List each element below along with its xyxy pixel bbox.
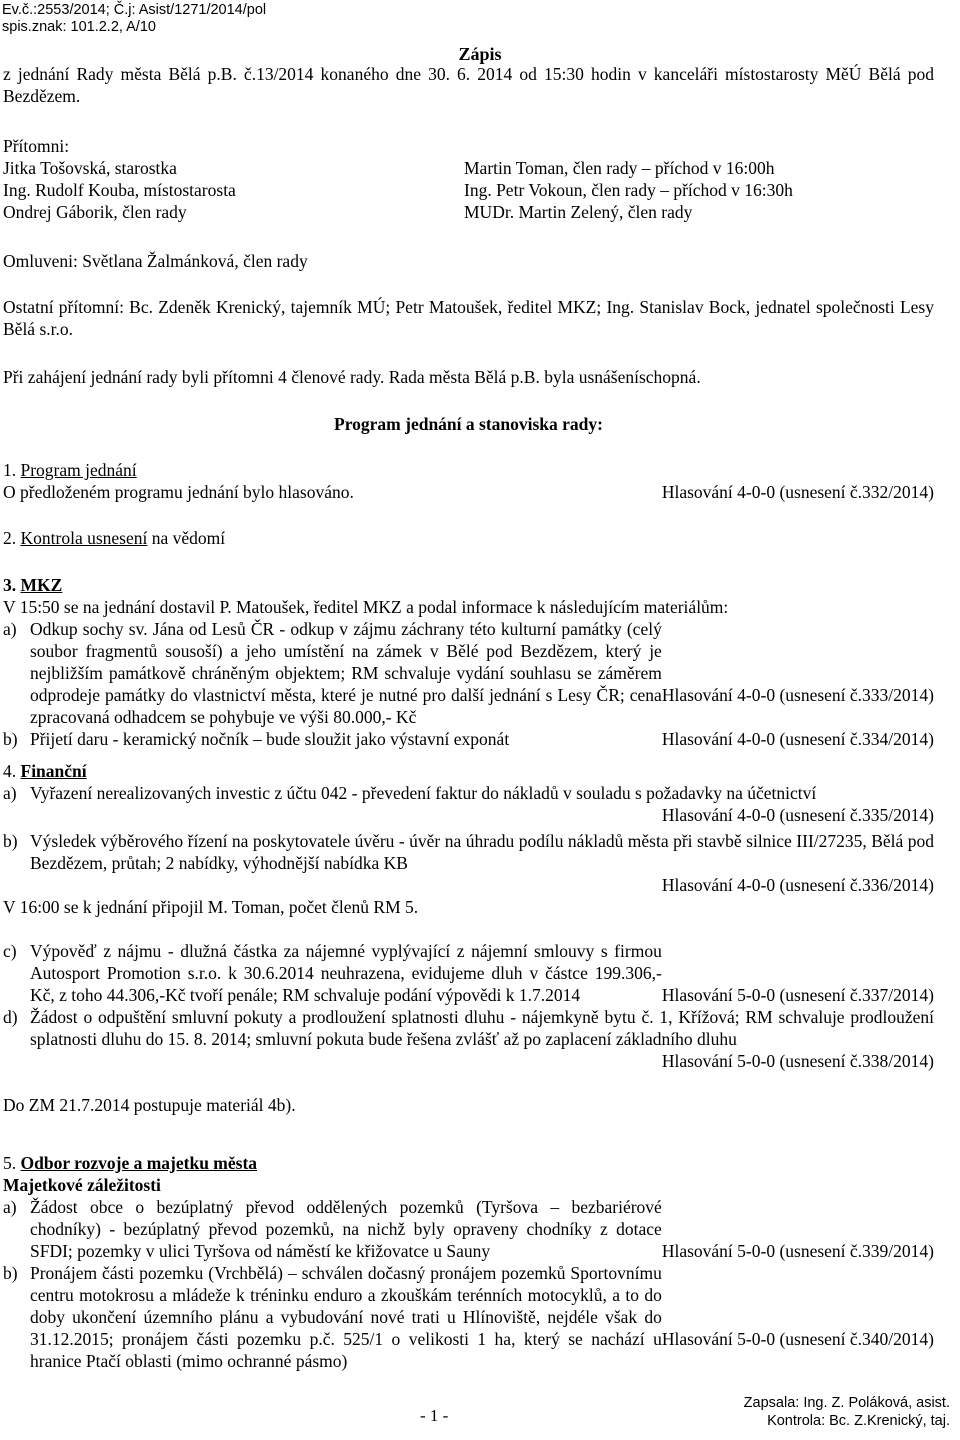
document-title: Zápis [458, 44, 502, 64]
section-number: 4. [3, 761, 17, 781]
section-title: Finanční [20, 761, 87, 781]
present-member: Ondrej Gáborik, člen rady [3, 202, 187, 222]
excused-members: Omluveni: Světlana Žalmánková, člen rady [3, 251, 308, 271]
section-4 [3, 760, 934, 1116]
council-referral-note: Do ZM 21.7.2014 postupuje materiál 4b). [3, 1095, 296, 1115]
meeting-intro: z jednání Rady města Bělá p.B. č.13/2014 konaného dne 30. 6. 2014 od 15:30 hodin v kanceláři místostarosty MěÚ Bělá pod Bezdězem. [3, 64, 934, 106]
section-1 [3, 459, 934, 503]
item-label: c) [3, 941, 17, 961]
item-text: Přijetí daru - keramický nočník – bude sloužit jako výstavní exponát [30, 729, 510, 749]
registration-number: Ev.č.:2553/2014; Č.j: Asist/1271/2014/pol [2, 2, 267, 18]
section-text: O předloženém programu jednání bylo hlasováno. [3, 482, 354, 502]
section-title: Kontrola usnesení [20, 528, 148, 548]
item-text: Výsledek výběrového řízení na poskytovatele úvěru - úvěr na úhradu podílu nákladů města při stavbě silnice III/27235, Bělá pod Bezdězem, průtah; 2 nabídky, výhodnější nabídka KB [30, 831, 934, 873]
agenda-item-4d [3, 1006, 934, 1072]
section-title: MKZ [20, 575, 63, 595]
agenda-item-4b [3, 830, 934, 896]
section-subtitle: Majetkové záležitosti [3, 1175, 161, 1195]
vote-result: Hlasování 4-0-0 (usnesení č.335/2014) [661, 805, 934, 825]
agenda-item-4c [3, 940, 934, 1006]
section-5 [3, 1152, 934, 1372]
item-text: Pronájem části pozemku (Vrchbělá) – schválen dočasný pronájem pozemků Sportovnímu centru motokrosu a mládeže k tréninku enduro a zkouškám terénních motocyklů, a to do doby ukončení územního plánu a vybudování nové trati u Hlínoviště, nejdéle však do 31.12.2015; pronájem části pozemku p.č. 525/1 o velikosti 1 ha, který se nachází u hranice Ptačí oblasti (mimo ochranné pásmo) [30, 1263, 662, 1371]
page-number: - 1 - [420, 1406, 449, 1425]
section-note: na vědomí [147, 528, 226, 548]
item-label: a) [3, 1197, 17, 1217]
signature-block [744, 1394, 950, 1430]
agenda-item-5b [3, 1262, 934, 1372]
vote-result: Hlasování 4-0-0 (usnesení č.333/2014) [661, 685, 934, 705]
written-by: Zapsala: Ing. Z. Poláková, asist. [743, 1395, 950, 1411]
item-text: Vyřazení nerealizovaných investic z účtu 042 - převedení faktur do nákladů v souladu s požadavky na účetnictví [30, 783, 817, 803]
item-text: Výpověď z nájmu - dlužná částka za nájemné vyplývající z nájemní smlouvy s firmou Autosport Promotion s.r.o. k 30.6.2014 neuhrazena, evidujeme dluh v částce 199.306,- Kč, z toho 44.306,-Kč tvoří penále; RM schvaluje podání výpovědi k 1.7.2014 [30, 941, 662, 1005]
checked-by: Kontrola: Bc. Z.Krenický, taj. [767, 1413, 950, 1429]
item-label: b) [3, 729, 18, 749]
present-label: Přítomni: [3, 136, 70, 156]
agenda-item-3a [3, 618, 934, 728]
vote-result: Hlasování 4-0-0 (usnesení č.334/2014) [661, 729, 934, 749]
item-text: Žádost obce o bezúplatný převod oddělených pozemků (Tyršova – bezbariérové chodníky) - bezúplatný převod pozemků, na nichž byly opraveny chodníky z dotace SFDI; pozemky v ulici Tyršova od náměstí ke křižovatce u Sauny [30, 1197, 662, 1261]
section-number: 5. [3, 1153, 17, 1173]
section-number: 2. [3, 528, 17, 548]
member-joined-note: V 16:00 se k jednání připojil M. Toman, počet členů RM 5. [3, 897, 419, 917]
vote-result: Hlasování 5-0-0 (usnesení č.337/2014) [661, 985, 934, 1005]
vote-result: Hlasování 4-0-0 (usnesení č.332/2014) [661, 482, 934, 502]
section-number: 1. [3, 460, 17, 480]
item-text: Žádost o odpuštění smluvní pokuty a prodloužení splatnosti dluhu - nájemkyně bytu č. 1, Křížová; RM schvaluje prodloužení splatnosti dluhu do 15. 8. 2014; smluvní pokuta bude řešena zvlášť až po zaplacení základního dluhu [30, 1007, 934, 1049]
file-mark: spis.znak: 101.2.2, A/10 [2, 19, 156, 35]
vote-result: Hlasování 5-0-0 (usnesení č.338/2014) [661, 1051, 934, 1071]
present-member: MUDr. Martin Zelený, člen rady [464, 202, 693, 222]
item-label: a) [3, 783, 17, 803]
quorum-statement: Při zahájení jednání rady byli přítomni 4 členové rady. Rada města Bělá p.B. byla usnášeníschopná. [3, 367, 701, 387]
item-text: Odkup sochy sv. Jána od Lesů ČR - odkup v zájmu záchrany této kulturní památky (celý soubor fragmentů sousoší) a jeho umístění na zámek v Bělé pod Bezdězem, který je nejbližším památkově chráněným objektem; RM schvaluje vydání souhlasu se záměrem odprodeje památky do vlastnictví města, které je nutné pro další jednání s Lesy ČR; cena zpracovaná odhadcem se pohybuje ve výši 80.000,- Kč [30, 619, 662, 727]
present-member: Ing. Rudolf Kouba, místostarosta [3, 180, 236, 200]
present-right-column [464, 157, 793, 223]
present-member: Ing. Petr Vokoun, člen rady – příchod v 16:30h [464, 180, 793, 200]
agenda-item-5a [3, 1196, 934, 1262]
agenda-item-3b [3, 728, 934, 750]
present-member: Jitka Tošovská, starostka [3, 158, 177, 178]
other-attendees: Ostatní přítomní: Bc. Zdeněk Krenický, tajemník MÚ; Petr Matoušek, ředitel MKZ; Ing. Stanislav Bock, jednatel společnosti Lesy Bělá s.r.o. [3, 297, 934, 339]
item-label: b) [3, 831, 18, 851]
section-3 [3, 574, 934, 750]
item-label: a) [3, 619, 17, 639]
item-label: d) [3, 1007, 18, 1027]
section-title: Program jednání [20, 460, 137, 480]
program-heading: Program jednání a stanoviska rady: [334, 414, 603, 434]
vote-result: Hlasování 4-0-0 (usnesení č.336/2014) [661, 875, 934, 895]
item-label: b) [3, 1263, 18, 1283]
section-number: 3. [3, 575, 17, 595]
vote-result: Hlasování 5-0-0 (usnesení č.339/2014) [661, 1241, 934, 1261]
vote-result: Hlasování 5-0-0 (usnesení č.340/2014) [661, 1329, 934, 1349]
section-title: Odbor rozvoje a majetku města [20, 1153, 258, 1173]
section-2 [3, 527, 934, 549]
agenda-item-4a [3, 782, 934, 826]
document-header [2, 2, 266, 36]
section-text: V 15:50 se na jednání dostavil P. Matoušek, ředitel MKZ a podal informace k následujícím materiálům: [3, 597, 729, 617]
present-member: Martin Toman, člen rady – příchod v 16:00h [464, 158, 775, 178]
